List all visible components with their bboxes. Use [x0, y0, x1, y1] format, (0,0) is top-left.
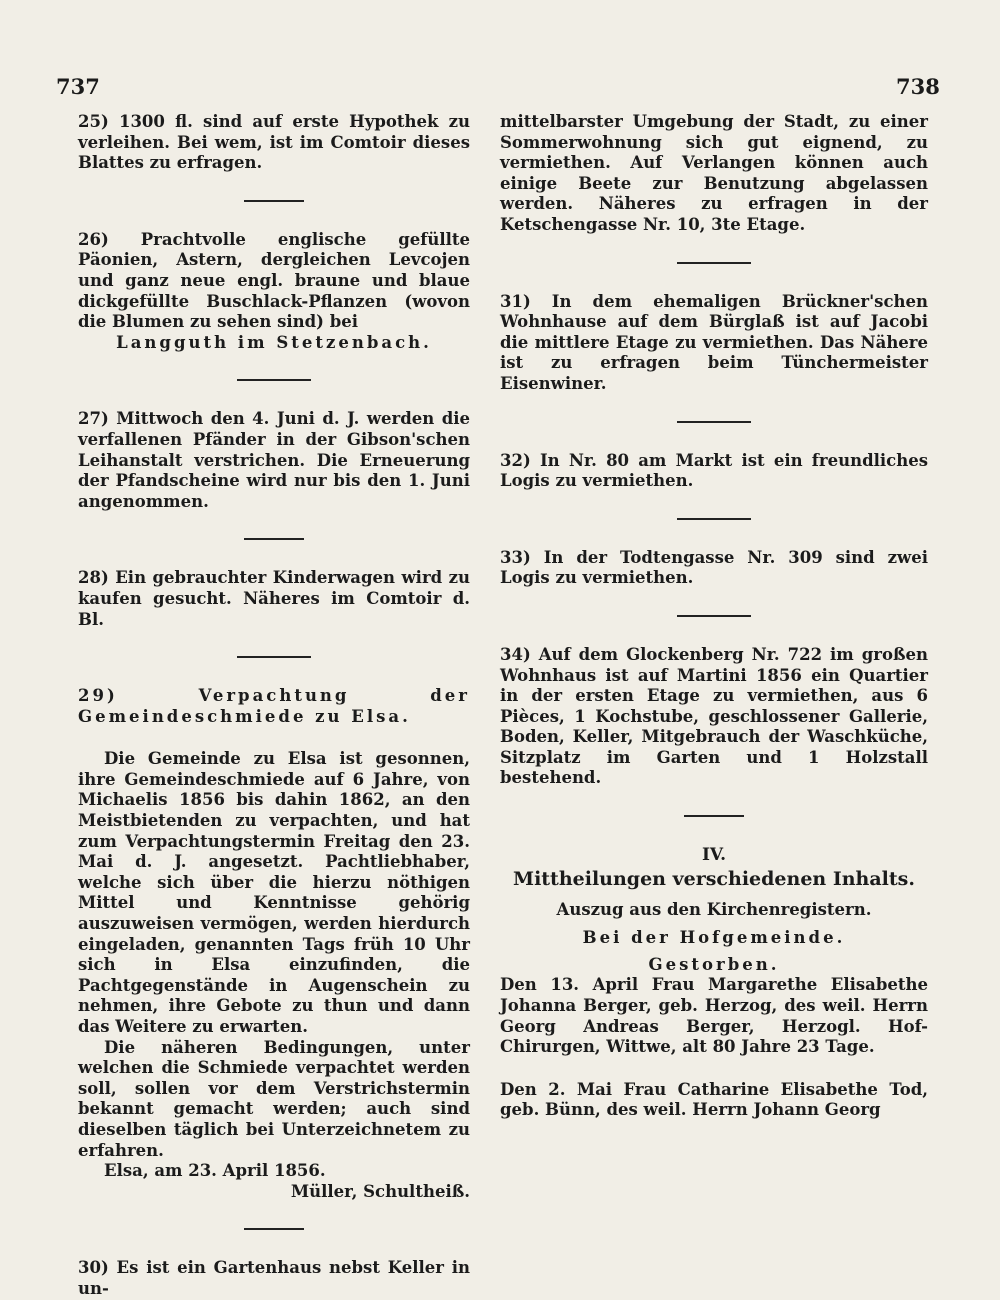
ad-32: 32) In Nr. 80 am Markt ist ein freundliches Logis zu vermiethen. — [500, 450, 928, 491]
ad-29-date: Elsa, am 23. April 1856. — [104, 1161, 326, 1181]
separator-rule — [244, 200, 304, 202]
separator-rule — [237, 379, 311, 381]
section-title: Mittheilungen verschiedenen Inhalts. — [513, 867, 915, 890]
separator-rule — [677, 262, 751, 264]
died-heading: Gestorben. — [648, 954, 780, 974]
right-column — [500, 112, 928, 1121]
ad-34: 34) Auf dem Glockenberg Nr. 722 im großen Wohnhaus ist auf Martini 1856 ein Quartier in der ersten Etage zu vermiethen, aus 6 Pièces, 1 Kochstube, geschlossener Gallerie, Boden, Keller, Mitgebrauch der Waschküche, Sitzplatz im Garten und 1 Holzstall bestehend. — [500, 644, 928, 788]
ad-29-paragraph-1: Die Gemeinde zu Elsa ist gesonnen, ihre Gemeindeschmiede auf 6 Jahre, von Michaelis 1856 bis dahin 1862, an den Meistbietenden zu verpachten, und hat zum Verpachtungstermin Freitag den 23. Mai d. J. angesetzt. Pachtliebhaber, welche sich über die hierzu nöthigen Mittel und Kenntnisse gehörig auszuweisen vermögen, werden hierdurch eingeladen, genannten Tags früh 10 Uhr sich in Elsa einzufinden, die Pachtgegenstände in Augenschein zu nehmen, ihre Gebote zu thun und dann das Weitere zu erwarten. — [78, 749, 470, 1036]
ad-28: 28) Ein gebrauchter Kinderwagen wird zu kaufen gesucht. Näheres im Comtoir d. Bl. — [78, 568, 470, 629]
separator-rule — [244, 1228, 304, 1230]
subsection-title: Auszug aus den Kirchenregistern. — [556, 899, 872, 919]
separator-rule — [677, 615, 751, 617]
separator-rule — [684, 815, 744, 817]
ad-26-signature: Langguth im Stetzenbach. — [116, 332, 432, 352]
ad-26: 26) Prachtvolle englische gefüllte Päonien, Astern, dergleichen Levcojen und ganz neue engl. braune und blaue dickgefüllte Buschlack-Pflanzen (wovon die Blumen zu sehen sind) bei — [78, 229, 470, 332]
ad-29-paragraph-2: Die näheren Bedingungen, unter welchen die Schmiede verpachtet werden soll, sollen vor dem Verstrichstermin bekannt gemacht werden; auch sind dieselben täglich bei Unterzeichnetem zu erfahren. — [78, 1037, 470, 1160]
separator-rule — [677, 421, 751, 423]
left-column — [78, 112, 470, 1300]
register-entry: Den 2. Mai Frau Catharine Elisabethe Tod, geb. Bünn, des weil. Herrn Johann Georg — [500, 1079, 928, 1120]
ad-29-title: 29) Verpachtung der Gemeindeschmiede zu Elsa. — [78, 686, 470, 726]
separator-rule — [237, 656, 311, 658]
ad-25: 25) 1300 fl. sind auf erste Hypothek zu verleihen. Bei wem, ist im Comtoir dieses Blattes zu erfragen. — [78, 112, 470, 173]
ad-29-signature: Müller, Schultheiß. — [290, 1181, 470, 1201]
separator-rule — [677, 518, 751, 520]
ad-31: 31) In dem ehemaligen Brückner'schen Wohnhause auf dem Bürglaß ist auf Jacobi die mittlere Etage zu vermiethen. Das Nähere ist zu erfragen beim Tünchermeister Eisenwiner. — [500, 291, 928, 393]
page-number-left: 737 — [56, 74, 100, 99]
ad-27: 27) Mittwoch den 4. Juni d. J. werden die verfallenen Pfänder in der Gibson'schen Leihanstalt verstrichen. Die Erneuerung der Pfandscheine wird nur bis den 1. Juni angenommen. — [78, 409, 470, 511]
ad-33: 33) In der Todtengasse Nr. 309 sind zwei Logis zu vermiethen. — [500, 547, 928, 588]
parish-heading: Bei der Hofgemeinde. — [582, 928, 846, 948]
section-number: IV. — [701, 845, 727, 866]
separator-rule — [244, 538, 304, 540]
page-number-right: 738 — [896, 74, 940, 99]
ad-30: 30) Es ist ein Gartenhaus nebst Keller in un- — [78, 1258, 470, 1298]
register-entry: Den 13. April Frau Margarethe Elisabethe Johanna Berger, geb. Herzog, des weil. Herrn Georg Andreas Berger, Herzogl. Hof-Chirurgen, Wittwe, alt 80 Jahre 23 Tage. — [500, 975, 928, 1057]
ad-30-continued: mittelbarster Umgebung der Stadt, zu einer Sommerwohnung sich gut eignend, zu vermiethen. Auf Verlangen können auch einige Beete zur Benutzung abgelassen werden. Näheres zu erfragen in der Ketschengasse Nr. 10, 3te Etage. — [500, 112, 928, 234]
